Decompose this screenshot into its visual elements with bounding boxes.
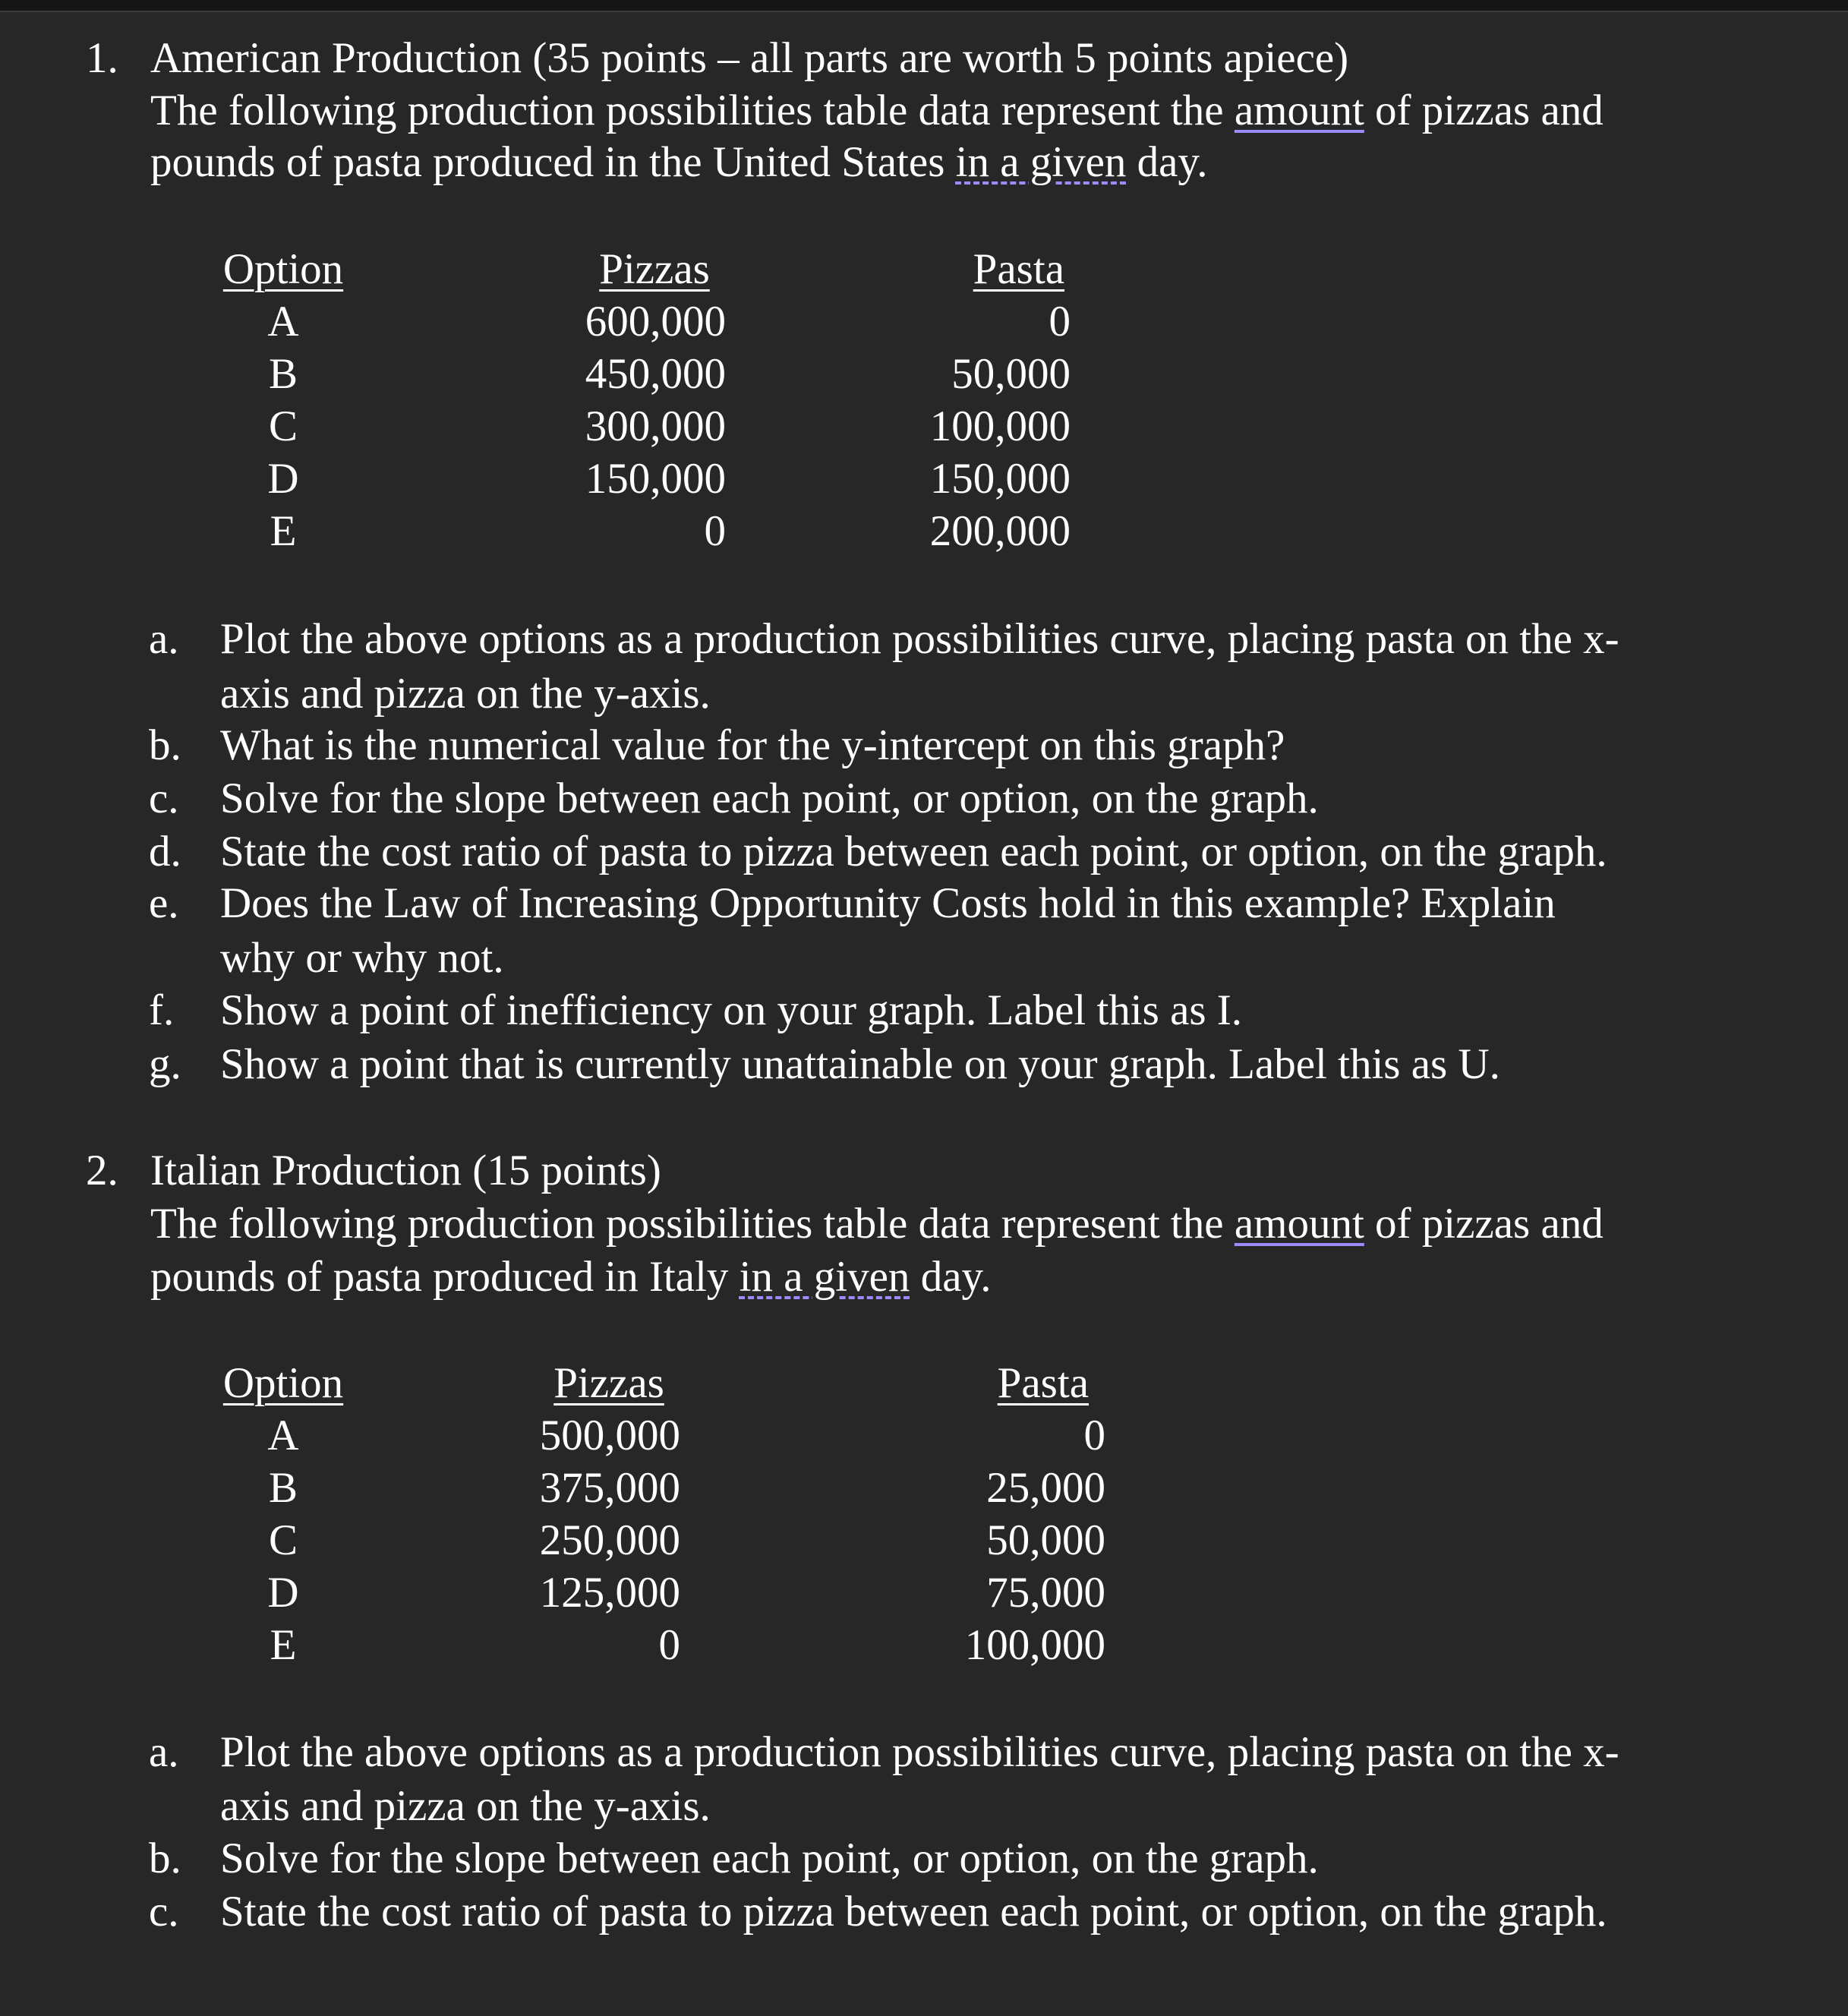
q1-part-e-text: why or why not. [220, 934, 504, 982]
q2-pizzas-cell: 125,000 [539, 1569, 680, 1617]
q1-part-d-label: d. [149, 828, 181, 875]
q1-part-b-text: What is the numerical value for the y-intercept on this graph? [220, 721, 1285, 769]
q1-part-c-text: Solve for the slope between each point, or option, on the graph. [220, 775, 1319, 822]
q2-option-cell: E [270, 1621, 297, 1669]
q1-intro-line1: The following production possibilities table data represent the amount of pizzas and [150, 87, 1604, 134]
q1-option-cell: A [267, 298, 299, 345]
q2-part-a-text: Plot the above options as a production possibilities curve, placing pasta on the x- [220, 1728, 1619, 1776]
q1-part-g-label: g. [149, 1040, 181, 1088]
q1-part-a-label: a. [149, 615, 179, 663]
q1-part-a-text: Plot the above options as a production possibilities curve, placing pasta on the x- [220, 615, 1619, 663]
q2-spellcheck-amount: amount [1234, 1200, 1364, 1248]
q1-part-e-text: Does the Law of Increasing Opportunity Costs hold in this example? Explain [220, 879, 1556, 927]
q2-col-option [219, 1357, 348, 1671]
q1-option-cell: E [270, 507, 297, 555]
q1-part-g-text: Show a point that is currently unattainable on your graph. Label this as U. [220, 1040, 1500, 1088]
q2-pasta-cell: 25,000 [986, 1464, 1105, 1512]
q2-header-pizzas: Pizzas [553, 1359, 664, 1407]
q1-part-f-label: f. [149, 986, 175, 1034]
q2-option-cell: C [268, 1516, 298, 1564]
q1-pasta-cell: 50,000 [951, 350, 1071, 398]
q1-intro-line2: pounds of pasta produced in the United States in a given day. [150, 138, 1208, 186]
q1-part-f-text: Show a point of inefficiency on your graph. Label this as I. [220, 986, 1243, 1034]
q2-option-cell: B [268, 1464, 298, 1512]
q1-table [0, 243, 1848, 562]
q2-col-pasta [931, 1357, 1105, 1671]
q1-part-d-text: State the cost ratio of pasta to pizza between each point, or option, on the graph. [220, 828, 1607, 875]
q2-number: 2. [86, 1147, 118, 1194]
q2-intro-line1: The following production possibilities table data represent the amount of pizzas and [150, 1200, 1604, 1248]
q2-pasta-cell: 100,000 [964, 1621, 1105, 1669]
q1-grammar-in-a-given: in a given [955, 138, 1127, 186]
q1-pizzas-cell: 300,000 [585, 402, 726, 450]
top-border [0, 0, 1848, 12]
q1-pizzas-cell: 600,000 [585, 298, 726, 345]
q2-pizzas-cell: 250,000 [539, 1516, 680, 1564]
q2-part-a-label: a. [149, 1728, 179, 1776]
q1-pasta-cell: 200,000 [929, 507, 1071, 555]
q2-pasta-cell: 50,000 [986, 1516, 1105, 1564]
q1-option-cell: D [267, 455, 299, 503]
q2-pasta-cell: 75,000 [986, 1569, 1105, 1617]
q2-col-pizzas [516, 1357, 680, 1671]
q2-part-c-text: State the cost ratio of pasta to pizza between each point, or option, on the graph. [220, 1888, 1607, 1936]
q1-pasta-cell: 150,000 [929, 455, 1071, 503]
q2-header-pasta: Pasta [997, 1359, 1089, 1407]
q2-part-b-text: Solve for the slope between each point, or option, on the graph. [220, 1835, 1319, 1882]
q2-grammar-in-a-given: in a given [739, 1253, 910, 1301]
q1-pizzas-cell: 0 [704, 507, 726, 555]
q1-spellcheck-amount: amount [1234, 87, 1364, 134]
q2-pasta-cell: 0 [1083, 1412, 1105, 1459]
q1-part-a-text: axis and pizza on the y-axis. [220, 670, 711, 718]
q2-table [0, 1357, 1848, 1676]
q2-title: Italian Production (15 points) [150, 1147, 661, 1194]
q2-part-c-label: c. [149, 1888, 179, 1936]
q2-part-b-label: b. [149, 1835, 181, 1882]
q2-part-a-text: axis and pizza on the y-axis. [220, 1782, 711, 1830]
q1-title: American Production (35 points – all parts are worth 5 points apiece) [150, 34, 1349, 82]
q2-intro-line2: pounds of pasta produced in Italy in a given day. [150, 1253, 992, 1301]
q2-option-cell: A [267, 1412, 299, 1459]
q1-pizzas-cell: 150,000 [585, 455, 726, 503]
q2-pizzas-cell: 0 [658, 1621, 680, 1669]
q2-option-cell: D [267, 1569, 299, 1617]
q1-col-pasta [896, 243, 1071, 557]
q1-col-option [219, 243, 348, 557]
q1-number: 1. [86, 34, 118, 82]
q1-pizzas-cell: 450,000 [585, 350, 726, 398]
q1-option-cell: C [268, 402, 298, 450]
q1-part-e-label: e. [149, 879, 179, 927]
q2-header-option: Option [222, 1359, 344, 1407]
q1-col-pizzas [562, 243, 726, 557]
q1-header-pasta: Pasta [973, 245, 1064, 293]
q1-pasta-cell: 100,000 [929, 402, 1071, 450]
q1-part-c-label: c. [149, 775, 179, 822]
q2-pizzas-cell: 500,000 [539, 1412, 680, 1459]
q1-part-b-label: b. [149, 721, 181, 769]
q1-pasta-cell: 0 [1049, 298, 1071, 345]
q1-header-option: Option [222, 245, 344, 293]
q2-pizzas-cell: 375,000 [539, 1464, 680, 1512]
q1-option-cell: B [268, 350, 298, 398]
q1-header-pizzas: Pizzas [599, 245, 710, 293]
